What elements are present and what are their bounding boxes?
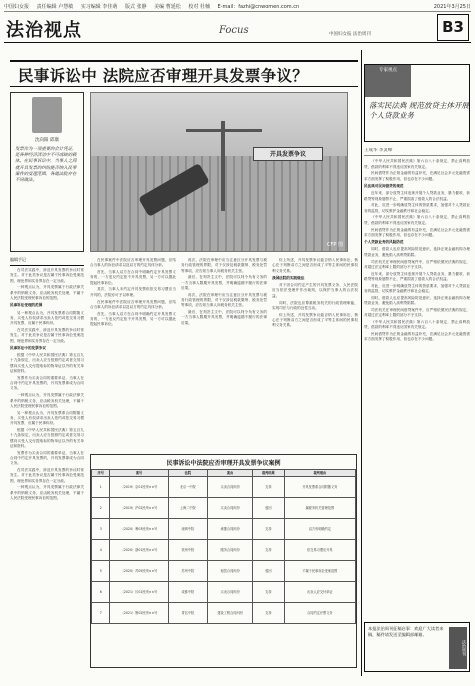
paragraph: 在司法实践中，涉及开具发票的争议时常发生。对于此类争议是否属于民事诉讼受案范围，理论界和实务界存在一定分歧。 [10,268,84,283]
subheading: 个人贷款业务的风险防范 [364,240,404,245]
paragraph: 综上所述，开具发票争议能否纳入民事诉讼，核心在于判断双方之间是否形成了平等主体间的民事权利义务关系。 [272,258,358,273]
subheading: 民事诉讼受理的范围 [10,303,43,308]
paragraph: 司法机关在审理民间借贷案件中，应严格依照民法典的规定，对超过法定利率上限的部分不予支持。 [364,259,470,269]
paragraph: 综上所述，开具发票争议能否纳入民事诉讼，核心在于判断双方之间是否形成了平等主体间的民事权利义务关系。 [272,312,358,328]
header-meta: 中国妇女报 法治周刊 [329,32,371,37]
notice-text: 本报法治周刊征稿启事：欢迎广大读者来稿，稿件请发送至编辑部邮箱。 [368,626,444,637]
top-info-item: 中国妇女报 [4,4,30,10]
table-header-cell: 序号 [92,470,110,477]
table-cell: 成都中院 [168,582,208,603]
table-cell: 5 [92,561,110,582]
table-row [92,519,356,540]
lede-box [10,92,84,252]
editor-rule [10,265,84,266]
table-row [92,540,356,561]
photo-sign: 开具发票争议 [253,147,323,161]
paragraph: 发票作为买卖合同的重要单证，当事人在合同中约定开具发票的，开具发票即成为合同义务。 [10,375,84,391]
table-cell: 青岛中院 [168,603,208,624]
paragraph: 民间借贷作为正规金融的有益补充，在满足社会多元化融资需求方面发挥了积极作用，但也存在不少问题。 [364,171,470,181]
sidebar-byline: 王成华 李灵峰 [364,148,470,156]
paragraph: 最后，在判决主文中，法院可以判令负有义务的一方当事人限期开具发票，并明确逾期不履行的法律后果。 [181,310,267,325]
table-cell: （2021）川01民终××号 [110,582,168,603]
table-row [92,498,356,519]
paragraph: 在民事案件中法院应否审理开具发票问题，应结合当事人的诉讼请求以及双方的约定具体分析。 [90,258,176,268]
table-cell: 建设工程合同纠纷 [208,603,253,624]
paragraph: 民间借贷作为正规金融的有益补充，在满足社会多元化融资需求方面发挥了积极作用，但也存在不少问题。 [364,332,470,342]
table-header-cell: 裁判理由 [284,470,355,477]
editor-note-label: 编辑手记 [10,257,26,262]
table-cell: （2021）鲁02民终××号 [110,603,168,624]
column-divider [361,50,362,676]
page-number: B3 [437,14,469,41]
sidebar-feature-label: 专家视点 [365,65,411,97]
paragraph: 一种观点认为，开具发票属于行政法律关系中的纳税义务，应由税务机关处理，不属于人民法院受理民事诉讼的范围。 [10,485,84,501]
paragraph: 在民事案件中法院应否审理开具发票问题，应结合当事人的诉讼请求以及双方的约定具体分析。 [90,299,176,309]
table-cell: （2020）苏05民终××号 [110,561,168,582]
top-info-item: 责任编辑 卢慧敏 [36,4,74,10]
table-row [92,561,356,582]
paragraph: 在司法实践中，涉及开具发票的争议时常发生。对于此类争议是否属于民事诉讼受案范围，理论界和实务界存在一定分歧。 [10,468,84,483]
paragraph: 根据《中华人民共和国民法典》第五百九十九条规定，出卖人应当按照约定或者交易习惯向买受人交付提取标的物单证以外的有关单证和资料。 [10,353,84,374]
paragraph: 《中华人民共和国民法典》第六百八十条规定，禁止高利放贷，借款的利率不得违反国家有关规定。 [364,159,470,169]
table-header-row [92,470,356,477]
paragraph: 最后，在判决主文中，法院可以判令负有义务的一方当事人限期开具发票，并明确逾期不履行的法律后果。 [181,275,267,290]
sidebar-article [364,148,470,618]
section-focus: Focus [219,25,249,36]
article-column-4 [272,258,358,448]
paragraph: 《中华人民共和国民法典》第六百八十条规定，禁止高利放贷，借款的利率不得违反国家有关规定。 [364,215,470,225]
bottom-notice-box [364,622,470,672]
top-info-item: 美编 曹延松 [154,4,181,10]
table-cell: 1 [92,477,110,498]
subheading: 民事诉讼中的发票争议 [10,345,46,350]
top-info-date: 2021年3月25日 [433,4,471,10]
table-cell: 苏州中院 [168,561,208,582]
paragraph: 首先，当事人双方在合同中明确约定开具发票义务的，一方违反约定拒不开具发票，另一方可以据此提起民事诉讼。 [90,311,176,327]
table-row [92,582,356,603]
table-header-cell: 法院 [168,470,208,477]
table-cell: （2019）沪02民终××号 [110,498,168,519]
table-header-cell: 裁判结果 [253,470,285,477]
author-byline: 沈向阳 邱康 [35,138,59,143]
paragraph: 同时，借款人也应提高风险防范意识，选择正规金融机构办理贷款业务，避免陷入高利贷陷阱。 [364,295,470,306]
top-info-left [4,3,305,11]
paragraph: 根据《中华人民共和国民法典》第五百九十九条规定，出卖人应当按照约定或者交易习惯向买受人交付提取标的物单证以外的有关单证和资料。 [10,428,84,448]
table-cell: 2 [92,498,110,519]
top-info-line [4,3,471,12]
subheading: 我国法院的实践做法 [272,275,305,280]
paragraph: 对此，应进一步明确放贷主体的资质要求，加强对个人贷款业务的监管，切实维护金融秩序和社会稳定。 [364,203,470,213]
table-cell: 买卖合同纠纷 [208,477,253,498]
table-cell: 开具发票系合同附随义务 [284,477,355,498]
table-cell: （2020）粤03民终××号 [110,519,168,540]
paragraph: 再次，法院在审理中应当注意区分开具发票与税务行政管理的界限，对于仅涉及税款缴纳、税务处罚等事项，应告知当事人向税务机关主张。 [181,258,267,273]
paragraph: 近年来，部分放贷主体违规开展个人贷款业务，暴力催收、套路贷等现象屡禁不止，严重损害了借款人的合法权益。 [364,191,470,201]
table-cell: 3 [92,519,110,540]
table-cell: 出卖人应交付单证 [284,582,355,603]
top-info-item: E-mail：fazhi@cnwomen.com.cn [217,4,300,10]
photo-building [91,156,347,251]
table-cell: 不属于民事诉讼受案范围 [284,561,355,582]
top-info-item: 校对 杜楠 [188,4,210,10]
table-cell: 7 [92,603,110,624]
table-cell: （2019）京01民终××号 [110,477,168,498]
article-column-1 [10,268,84,668]
paragraph: 另一种观点认为，开具发票系合同附随义务，买受人有权请求出卖人依约或依交易习惯开具发票，应属于民事纠纷。 [10,410,84,426]
table-cell: 北京一中院 [168,477,208,498]
paragraph: 同时，借款人也应提高风险防范意识，选择正规金融机构办理贷款业务，避免陷入高利贷陷阱。 [364,247,470,257]
table-cell: 上海二中院 [168,498,208,519]
table-row [92,477,356,498]
title-rule-bottom [10,86,358,87]
article-photo [90,92,348,252]
paragraph: 一种观点认为，开具发票属于行政法律关系中的纳税义务，应由税务机关处理，不属于人民法院受理民事诉讼的范围。 [10,393,84,408]
article-title: 民事诉讼中 法院应否审理开具发票争议？ [18,67,309,85]
table-cell: 属税务机关管理范围 [284,498,355,519]
table-header-cell: 案号 [110,470,168,477]
paragraph: 对此，应进一步明确放贷主体的资质要求，加强对个人贷款业务的监管，切实维护金融秩序和社会稳定。 [364,283,470,294]
page-header [4,13,471,43]
table-header-cell: 案由 [208,470,253,477]
photo-scale-post [221,121,225,211]
table-cell: （2020）浙01民终××号 [110,540,168,561]
paragraph: 民间借贷作为正规金融的有益补充，在满足社会多元化融资需求方面发挥了积极作用，但也存在不少问题。 [364,227,470,237]
case-table-box [90,454,357,668]
paragraph: 《中华人民共和国民法典》第六百八十条规定，禁止高利放贷，借款的利率不得违反国家有关规定。 [364,320,470,330]
author-photo [32,97,62,133]
paragraph: 在司法实践中，涉及开具发票的争议时常发生。对于此类争议是否属于民事诉讼受案范围，理论界和实务界存在一定分歧。 [10,327,84,343]
top-info-item: 版式 张静 [124,4,147,10]
notice-badge: 法治周刊 [449,627,467,669]
table-cell: 支持 [253,603,285,624]
article-column-2 [90,258,176,448]
table-cell: 租赁合同纠纷 [208,561,253,582]
paragraph: 司法机关在审理民间借贷案件中，应严格依照民法典的规定，对超过法定利率上限的部分不予支持。 [364,307,470,318]
section-title: 法治视点 [6,20,82,41]
table-cell: 6 [92,582,110,603]
sidebar-feature-box [364,64,470,142]
table-cell: 支持 [253,540,285,561]
title-rule-top [10,60,358,62]
table-title: 民事诉讼中法院应否审理开具发票争议案例 [166,460,281,467]
paragraph: 对于因合同约定产生的开具发票义务，人民法院应当依法受理并作出裁判，以保护当事人的合法权益。 [272,283,358,298]
paragraph: 同时，法院也应尊重税务机关的行政管理职能，实现司法与行政的良性互动。 [272,300,358,310]
top-info-item: 实习编辑 李佳萌 [80,4,118,10]
table-cell: 杭州中院 [168,540,208,561]
table-cell: 承揽合同纠纷 [208,519,253,540]
paragraph: 一种观点认为，开具发票属于行政法律关系中的纳税义务，应由税务机关处理，不属于人民法院受理民事诉讼的范围。 [10,285,84,300]
paragraph: 另一种观点认为，开具发票系合同附随义务，买受人有权请求出卖人依约或依交易习惯开具发票，应属于民事纠纷。 [10,310,84,326]
table-cell: 深圳中院 [168,519,208,540]
paragraph: 再次，法院在审理中应当注意区分开具发票与税务行政管理的界限，对于仅涉及税款缴纳、税务处罚等事项，应告知当事人向税务机关主张。 [181,292,267,308]
table-cell: 支持 [253,477,285,498]
case-table [91,469,356,624]
paragraph: 其次，当事人未约定开具发票但依交易习惯应当开具的，法院亦可予以审理。 [90,287,176,297]
article-column-3 [181,258,267,448]
table-cell: 服务合同纠纷 [208,540,253,561]
table-cell: 支持 [253,582,285,603]
photo-credit: CFP 图 [327,242,343,248]
paragraph: 首先，当事人双方在合同中明确约定开具发票义务的，一方违反约定拒不开具发票，另一方可以据此提起民事诉讼。 [90,270,176,285]
table-cell: 买卖合同纠纷 [208,498,253,519]
paragraph: 发票作为买卖合同的重要单证，当事人在合同中约定开具发票的，开具发票即成为合同义务。 [10,450,84,466]
table-cell: 支持 [253,519,285,540]
table-row [92,603,356,624]
sidebar-feature-title: 落实民法典 规范放贷主体开展个人贷款业务 [369,101,469,120]
paragraph: 近年来，部分放贷主体违规开展个人贷款业务，暴力催收、套路贷等现象屡禁不止，严重损害了借款人的合法权益。 [364,271,470,281]
subheading: 民法典对民间借贷的规范 [364,183,404,188]
table-cell: 买卖合同纠纷 [208,582,253,603]
table-cell: 双方有明确约定 [284,519,355,540]
table-cell: 4 [92,540,110,561]
table-cell: 依交易习惯应开具 [284,540,355,561]
lede-text: 发票作为一项重要的会计凭证，是各种经济活动中不可或缺的载体。在民事诉讼中，当事人之间就开具发票的纠纷能否纳入民事案件的受理范围，各地法院存在不同做法。 [15,147,77,184]
table-cell: 驳回 [253,498,285,519]
table-cell: 驳回 [253,561,285,582]
table-cell: 合同约定开票义务 [284,603,355,624]
